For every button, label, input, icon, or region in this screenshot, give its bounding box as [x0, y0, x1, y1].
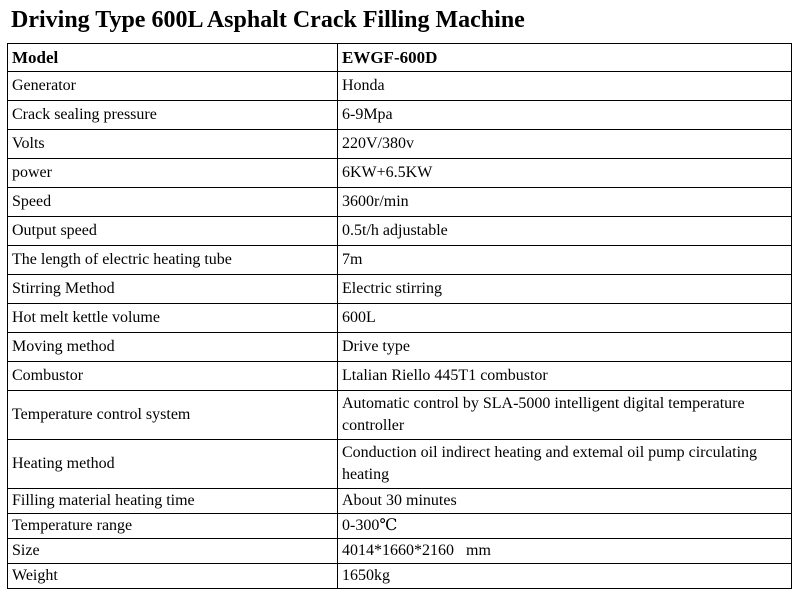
row-label: Heating method	[8, 440, 338, 489]
header-label-cell: Model	[8, 44, 338, 72]
table-row	[8, 440, 792, 489]
row-label: The length of electric heating tube	[8, 246, 338, 275]
row-value: 7m	[338, 246, 792, 275]
table-row	[8, 539, 792, 564]
row-value: 1650kg	[338, 564, 792, 589]
spec-table	[7, 43, 792, 589]
table-row	[8, 489, 792, 514]
row-label: Weight	[8, 564, 338, 589]
row-value: 4014*1660*2160 mm	[338, 539, 792, 564]
page-title: Driving Type 600L Asphalt Crack Filling Machine	[11, 7, 525, 33]
table-header-row	[8, 44, 792, 72]
row-label: Combustor	[8, 362, 338, 391]
table-row	[8, 246, 792, 275]
row-value: 3600r/min	[338, 188, 792, 217]
row-value: 0.5t/h adjustable	[338, 217, 792, 246]
row-label: Temperature range	[8, 514, 338, 539]
row-label: Moving method	[8, 333, 338, 362]
row-value: 600L	[338, 304, 792, 333]
table-row	[8, 304, 792, 333]
table-row	[8, 333, 792, 362]
table-row	[8, 514, 792, 539]
table-row	[8, 101, 792, 130]
table-row	[8, 275, 792, 304]
table-row	[8, 159, 792, 188]
row-label: Size	[8, 539, 338, 564]
row-label: Crack sealing pressure	[8, 101, 338, 130]
table-row	[8, 188, 792, 217]
table-row	[8, 391, 792, 440]
row-label: Hot melt kettle volume	[8, 304, 338, 333]
row-label: power	[8, 159, 338, 188]
row-label: Stirring Method	[8, 275, 338, 304]
row-value: Drive type	[338, 333, 792, 362]
table-row	[8, 362, 792, 391]
row-value: 220V/380v	[338, 130, 792, 159]
row-label: Generator	[8, 72, 338, 101]
table-row	[8, 130, 792, 159]
row-value: Electric stirring	[338, 275, 792, 304]
row-label: Output speed	[8, 217, 338, 246]
row-value: Conduction oil indirect heating and extemal oil pump circulating heating	[338, 440, 792, 489]
row-value: Ltalian Riello 445T1 combustor	[338, 362, 792, 391]
table-row	[8, 72, 792, 101]
row-value: Automatic control by SLA-5000 intelligent digital temperature controller	[338, 391, 792, 440]
row-value: 6-9Mpa	[338, 101, 792, 130]
row-label: Volts	[8, 130, 338, 159]
row-value: 6KW+6.5KW	[338, 159, 792, 188]
row-label: Filling material heating time	[8, 489, 338, 514]
table-row	[8, 217, 792, 246]
row-value: About 30 minutes	[338, 489, 792, 514]
row-value: Honda	[338, 72, 792, 101]
row-label: Temperature control system	[8, 391, 338, 440]
row-value: 0-300℃	[338, 514, 792, 539]
header-value-cell: EWGF-600D	[338, 44, 792, 72]
table-row	[8, 564, 792, 589]
row-label: Speed	[8, 188, 338, 217]
